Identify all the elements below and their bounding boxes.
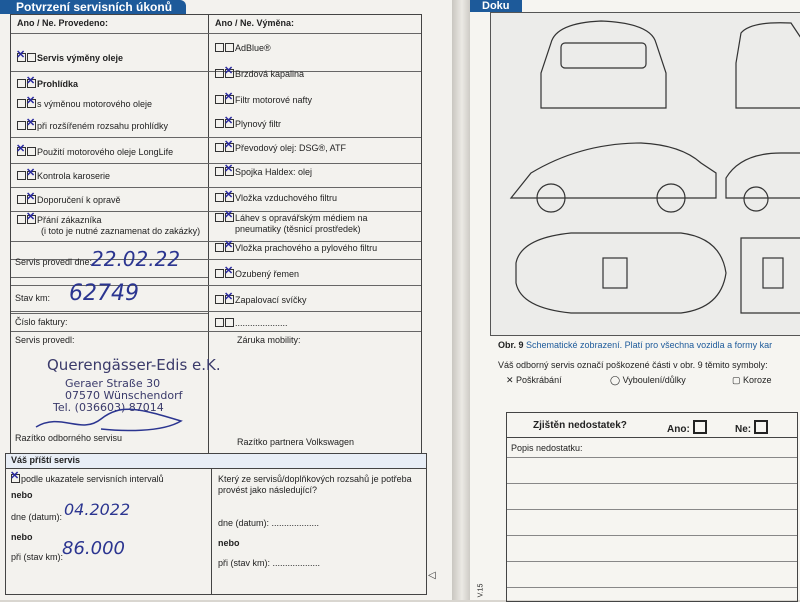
item-oil-change[interactable]: ✕s výměnou motorového oleje — [17, 99, 152, 110]
page-title: Potvrzení servisních úkonů — [0, 0, 186, 14]
next-service-form — [5, 453, 427, 595]
divider — [11, 313, 208, 314]
stamp-street: Geraer Straße 30 — [65, 377, 161, 390]
item-diesel-filter[interactable]: ✕Filtr motorové nafty — [215, 95, 312, 106]
km-handwritten: 62749 — [69, 281, 139, 306]
checkbox-icon — [17, 215, 26, 224]
checkbox-icon — [215, 295, 224, 304]
right-page — [470, 0, 800, 600]
item-gear-oil[interactable]: ✕Převodový olej: DSG®, ATF — [215, 143, 346, 154]
item-longlife-oil[interactable]: ✕Použití motorového oleje LongLife — [17, 147, 173, 158]
item-inspection[interactable]: ✕Prohlídka — [17, 79, 78, 90]
stamp-city: 07570 Wünschendorf — [65, 389, 183, 402]
checked-box-icon — [27, 195, 36, 204]
checked-box-icon — [17, 147, 26, 156]
checked-box-icon — [225, 167, 234, 176]
checked-box-icon — [225, 295, 234, 304]
km-label: při (stav km): ................... — [218, 558, 321, 568]
checked-box-icon — [225, 69, 234, 78]
checked-box-icon — [225, 269, 234, 278]
checkbox-icon — [215, 119, 224, 128]
page-code: V.15 — [477, 583, 485, 598]
checkbox-icon — [215, 95, 224, 104]
checked-box-icon — [27, 171, 36, 180]
item-haldex-oil[interactable]: ✕Spojka Haldex: olej — [215, 167, 312, 178]
checkbox-icon — [215, 43, 224, 52]
checked-box-icon — [225, 143, 234, 152]
which-service-question-2: provést jako následující? — [218, 485, 318, 495]
symbol-corrosion: ▢ Koroze — [732, 375, 772, 385]
symbol-instruction: Váš odborný servis označí poškozené části v obr. 9 těmito symboly: — [498, 360, 768, 370]
checkbox-icon — [215, 143, 224, 152]
checked-box-icon — [225, 95, 234, 104]
km-label: Stav km: — [15, 293, 51, 303]
item-body-check[interactable]: ✕Kontrola karoserie — [17, 171, 110, 182]
divider — [11, 241, 421, 242]
checkbox-icon — [225, 318, 234, 327]
or-label: nebo — [11, 490, 33, 500]
warranty-label: Záruka mobility: — [237, 335, 301, 345]
which-service-question: Který ze servisů/doplňkových rozsahů je potřeba — [218, 474, 412, 484]
tyre-sealant-note: pneumatiky (těsnicí prostředek) — [235, 224, 361, 234]
checkbox-icon — [17, 195, 26, 204]
item-air-filter[interactable]: ✕Vložka vzduchového filtru — [215, 193, 337, 204]
symbol-dent: ◯ Vyboulení/důlky — [610, 375, 686, 385]
date-label: dne (datum): ................... — [218, 518, 320, 528]
divider — [11, 33, 421, 34]
checkbox-icon — [17, 99, 26, 108]
vehicle-diagram — [490, 12, 800, 336]
checked-box-icon — [27, 121, 36, 130]
interval-option[interactable]: ✕podle ukazatele servisních intervalů — [11, 474, 164, 485]
checkbox-icon — [27, 147, 36, 156]
checkbox-icon — [215, 318, 224, 327]
item-timing-belt[interactable]: ✕Ozubený řemen — [215, 269, 299, 280]
stamp-phone: Tel. (036603) 87014 — [53, 401, 164, 414]
item-gas-filter[interactable]: ✕Plynový filtr — [215, 119, 281, 130]
checkbox-icon — [17, 171, 26, 180]
or-label: nebo — [11, 532, 33, 542]
defect-header — [507, 413, 797, 438]
no-option[interactable]: Ne: — [735, 420, 768, 435]
serviced-by-label: Servis provedl: — [15, 335, 75, 345]
checked-box-icon — [27, 79, 36, 88]
column-divider — [208, 15, 209, 455]
stamp-company: Querengässer-Edis e.K. — [47, 356, 221, 374]
right-column-header: Ano / Ne. Výměna: — [215, 18, 295, 28]
checkbox-icon — [17, 79, 26, 88]
next-service-header — [6, 454, 426, 469]
divider — [11, 187, 421, 188]
checkbox-icon — [215, 213, 224, 222]
yes-option[interactable]: Ano: — [667, 420, 707, 435]
checked-box-icon — [27, 99, 36, 108]
item-other[interactable]: ..................... — [215, 318, 288, 329]
service-confirmation-form — [10, 14, 422, 456]
item-extended-inspection[interactable]: ✕při rozšířeném rozsahu prohlídky — [17, 121, 168, 132]
checkbox-icon — [215, 69, 224, 78]
checkbox-icon — [215, 269, 224, 278]
checkbox-icon — [693, 420, 707, 434]
service-date-label: Servis provedl dne: — [15, 257, 93, 267]
checked-box-icon — [225, 193, 234, 202]
checked-box-icon — [225, 213, 234, 222]
item-repair-recommendation[interactable]: ✕Doporučení k opravě — [17, 195, 121, 206]
page-title: Doku — [470, 0, 522, 12]
divider — [11, 331, 421, 332]
item-adblue[interactable]: AdBlue® — [215, 43, 271, 54]
km-label: při (stav km): — [11, 552, 64, 562]
service-date-handwritten: 22.02.22 — [91, 247, 181, 271]
checked-box-icon — [17, 53, 26, 62]
checkbox-icon — [215, 167, 224, 176]
checked-box-icon — [225, 243, 234, 252]
checkbox-icon — [215, 193, 224, 202]
car-outline-illustrations — [491, 13, 800, 335]
divider — [11, 211, 421, 212]
checkbox-icon — [225, 43, 234, 52]
km-handwritten: 86.000 — [62, 538, 125, 559]
item-customer-wish[interactable]: ✕Přání zákazníka — [17, 215, 102, 226]
checked-box-icon — [225, 119, 234, 128]
checkbox-icon — [27, 53, 36, 62]
checkbox-icon — [215, 243, 224, 252]
column-divider — [211, 468, 212, 594]
checkbox-icon — [754, 420, 768, 434]
divider — [11, 137, 421, 138]
defect-question: Zjištěn nedostatek? — [533, 420, 627, 431]
stamp-label: Razítko odborného servisu — [15, 433, 123, 443]
symbol-scratch: ✕ Poškrábání — [506, 375, 562, 385]
invoice-label: Číslo faktury: — [15, 317, 68, 327]
defect-box — [506, 412, 798, 602]
next-service-title: Váš příští servis — [11, 455, 81, 465]
left-column-header: Ano / Ne. Provedeno: — [17, 18, 109, 28]
item-brake-fluid[interactable]: ✕Brzdová kapalina — [215, 69, 304, 80]
date-label: dne (datum): — [11, 512, 63, 522]
partner-stamp-label: Razítko partnera Volkswagen — [237, 437, 355, 447]
checked-box-icon — [11, 474, 20, 483]
item-pollen-filter[interactable]: ✕Vložka prachového a pylového filtru — [215, 243, 377, 254]
divider — [11, 163, 421, 164]
date-handwritten: 04.2022 — [64, 500, 131, 519]
checkbox-icon — [17, 121, 26, 130]
item-tyre-sealant[interactable]: ✕Láhev s opravářským médiem na — [215, 213, 368, 224]
or-label: nebo — [218, 538, 240, 548]
divider — [11, 311, 421, 312]
customer-wish-note: (i toto je nutné zaznamenat do zakázky) — [41, 226, 201, 236]
checked-box-icon — [27, 215, 36, 224]
divider — [11, 277, 208, 278]
defect-description-label: Popis nedostatku: — [511, 443, 583, 453]
corner-mark: ◁ — [428, 570, 436, 581]
figure-caption: Obr. 9 Schematické zobrazení. Platí pro všechna vozidla a formy kar — [498, 340, 773, 350]
item-oil-service[interactable]: ✕Servis výměny oleje — [17, 53, 123, 64]
item-spark-plugs[interactable]: ✕Zapalovací svíčky — [215, 295, 307, 306]
